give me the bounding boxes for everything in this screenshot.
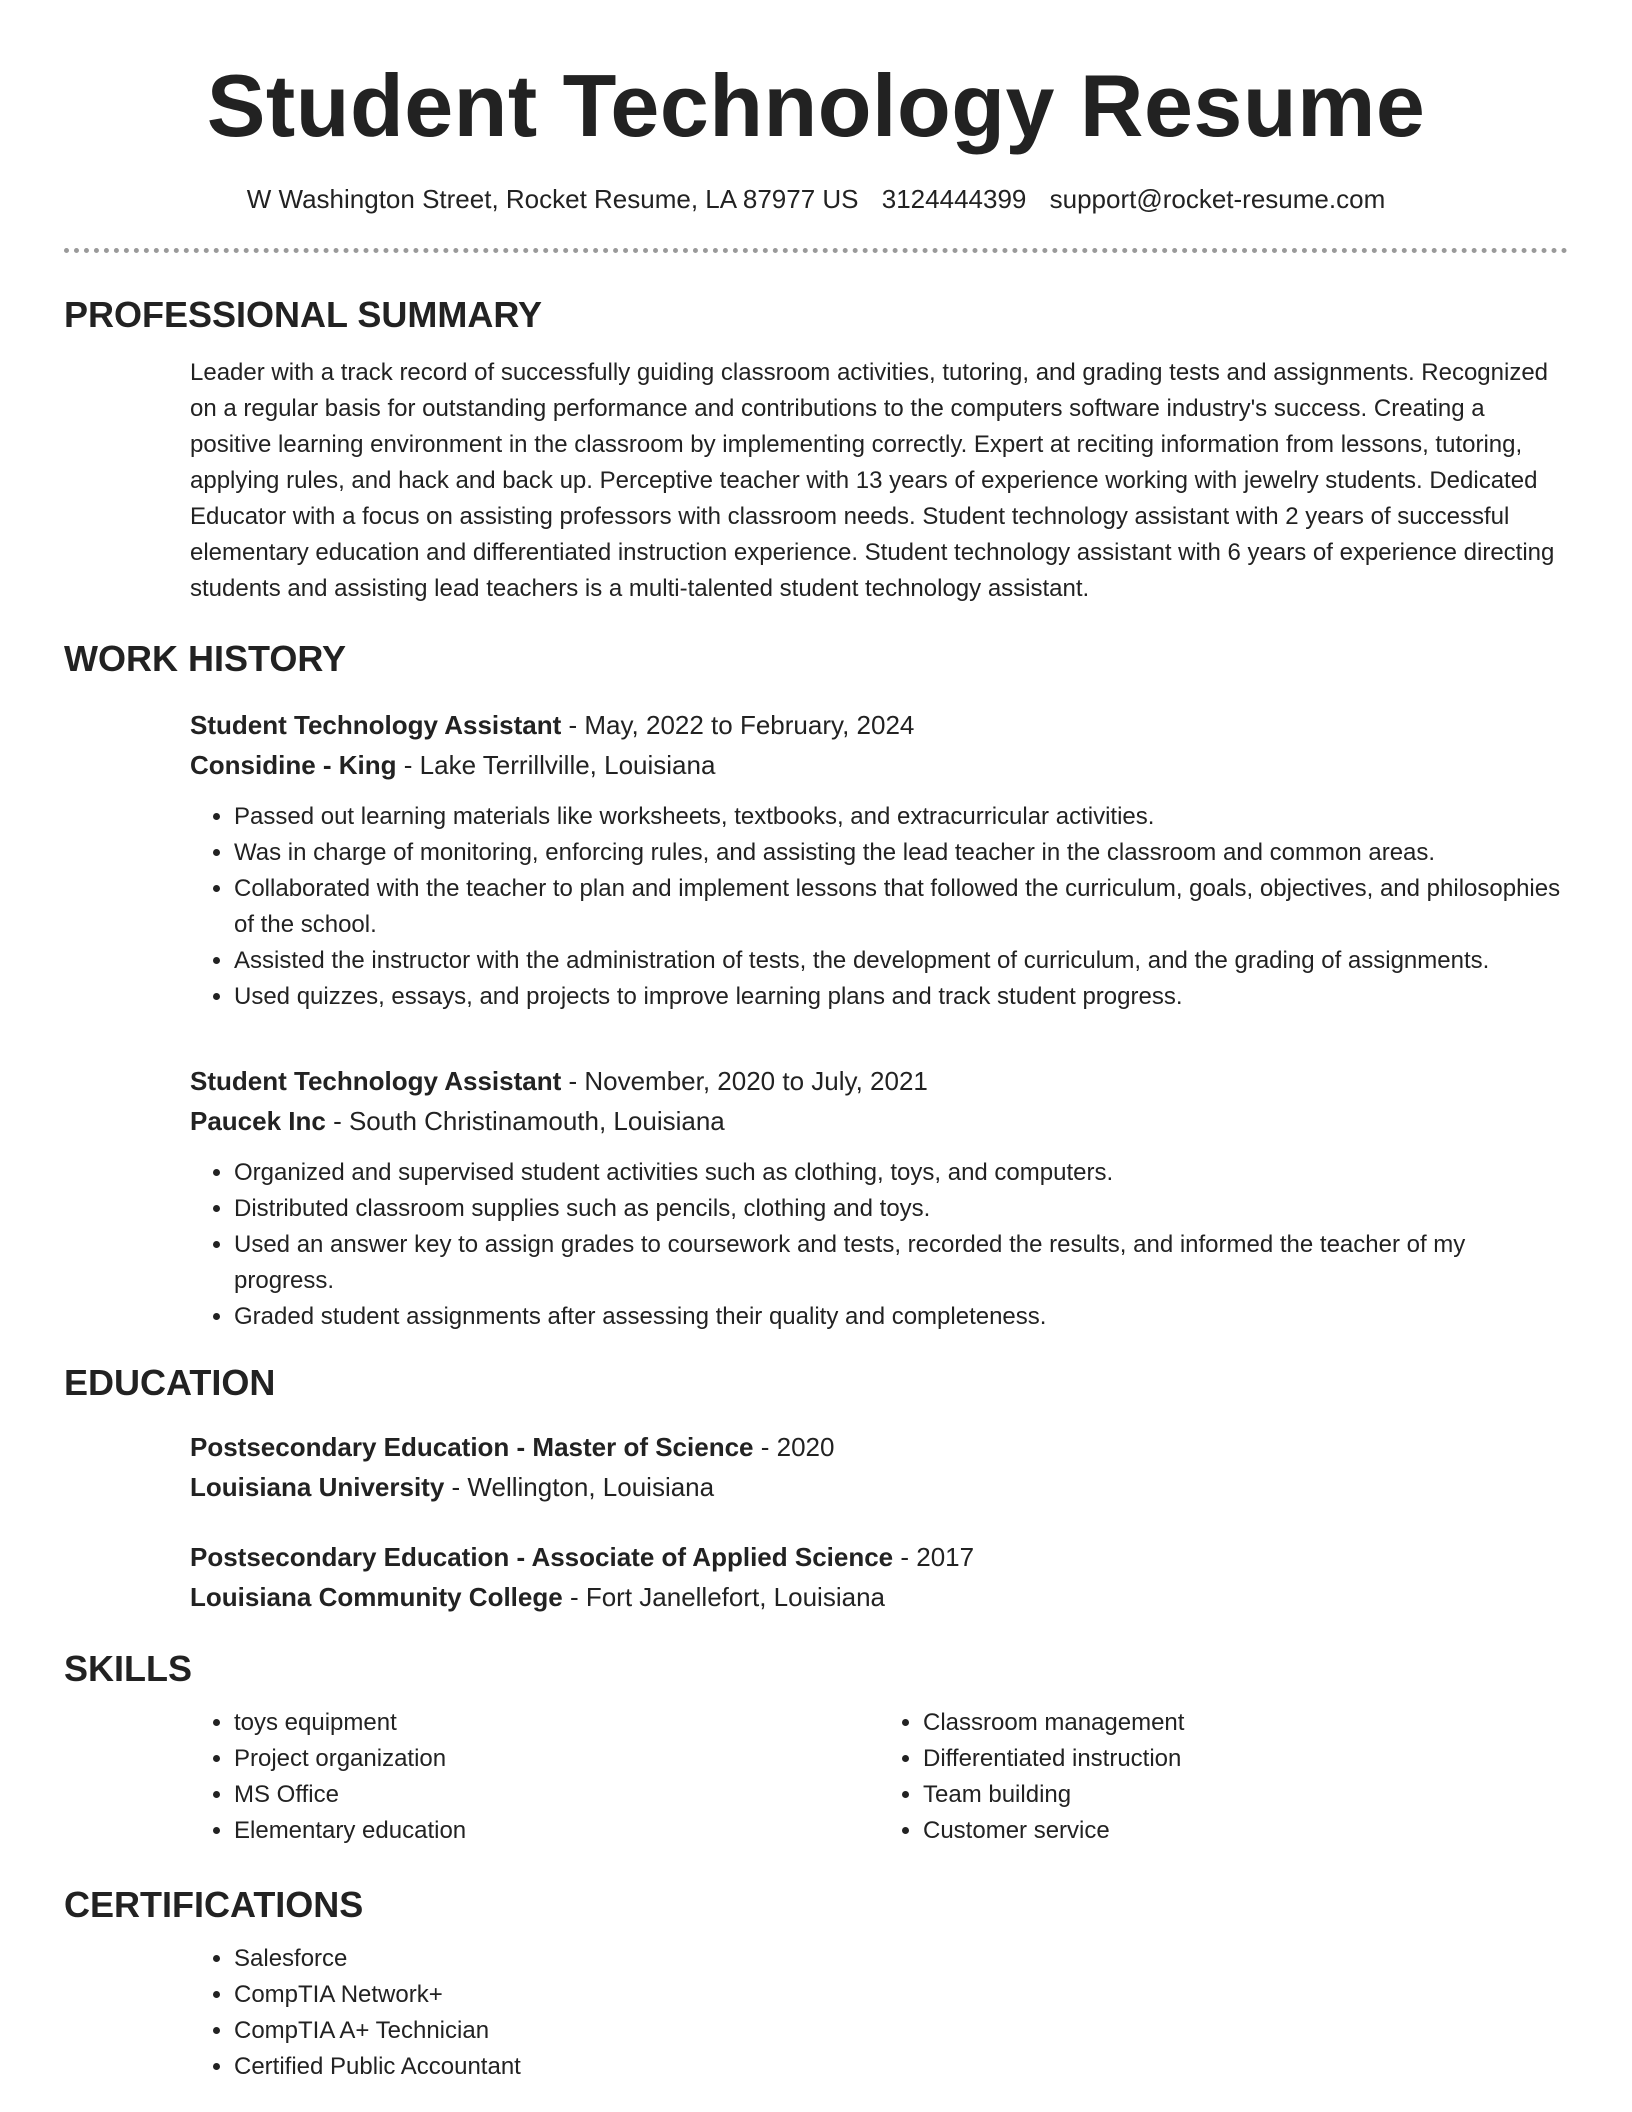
job-location: - Lake Terrillville, Louisiana [396,750,716,780]
certifications-section [64,1883,1568,2085]
education-school: Louisiana University [190,1472,445,1502]
list-item: • CompTIA A+ Technician [234,2013,1568,2049]
job-company: Paucek Inc [190,1106,326,1136]
education-year: - 2020 [753,1432,835,1462]
job-dates: - November, 2020 to July, 2021 [561,1066,928,1096]
work-heading: WORK HISTORY [64,638,347,679]
job-location: - South Christinamouth, Louisiana [325,1106,725,1136]
education-entry [190,1427,1568,1507]
work-section [64,637,1568,1335]
education-degree-line [190,1537,1568,1577]
job-entry [190,1061,1568,1335]
list-item: • Assisted the instructor with the administration of tests, the development of curriculum, and the grading of assignments. [234,943,1568,979]
list-item: • Graded student assignments after assessing their quality and completeness. [234,1299,1568,1335]
education-entry [190,1537,1568,1617]
list-item: • CompTIA Network+ [234,1977,1568,2013]
job-title-line [190,1061,1568,1101]
education-school-line [190,1467,1568,1507]
education-degree: Postsecondary Education - Associate of Applied Science [190,1542,894,1572]
education-year: - 2017 [893,1542,975,1572]
skills-heading: SKILLS [64,1648,193,1689]
job-bullets [190,1155,1568,1335]
education-body [190,1427,1568,1617]
job-bullets [190,799,1568,1015]
skills-section [64,1647,1568,1849]
education-heading: EDUCATION [64,1362,276,1403]
job-entry [190,705,1568,1015]
list-item: • MS Office [234,1777,879,1813]
education-section [64,1361,1568,1617]
header-divider [64,248,1568,253]
list-item: • Was in charge of monitoring, enforcing rules, and assisting the lead teacher in the classroom and common areas. [234,835,1568,871]
job-title: Student Technology Assistant [190,710,562,740]
list-item: • Salesforce [234,1941,1568,1977]
education-school: Louisiana Community College [190,1582,563,1612]
work-body [190,705,1568,1335]
education-location: - Wellington, Louisiana [444,1472,715,1502]
education-school-line [190,1577,1568,1617]
summary-section [64,293,1568,607]
list-item: • Used quizzes, essays, and projects to improve learning plans and track student progress. [234,979,1568,1015]
job-company-line [190,1101,1568,1141]
summary-body [190,355,1568,607]
job-title: Student Technology Assistant [190,1066,562,1096]
certifications-list [190,1941,1568,2085]
list-item: • Used an answer key to assign grades to coursework and tests, recorded the results, and informed the teacher of my progress. [234,1227,1568,1299]
job-company: Considine - King [190,750,397,780]
education-location: - Fort Janellefort, Louisiana [562,1582,885,1612]
list-item: • Distributed classroom supplies such as pencils, clothing and toys. [234,1191,1568,1227]
list-item: • Classroom management [923,1705,1568,1741]
certifications-body [190,1941,1568,2085]
list-item: • toys equipment [234,1705,879,1741]
skills-list-left [190,1705,879,1849]
summary-heading: PROFESSIONAL SUMMARY [64,294,543,335]
education-degree-line [190,1427,1568,1467]
job-dates: - May, 2022 to February, 2024 [561,710,915,740]
job-title-line [190,705,1568,745]
summary-text: Leader with a track record of successfully guiding classroom activities, tutoring, and grading tests and assignments. Recognized on a regular basis for outstanding performance and contributions to the computers software industry's success. Creating a positive learning environment in the classroom by implementing correctly. Expert at reciting information from lessons, tutoring, applying rules, and hack and back up. Perceptive teacher with 13 years of experience working with jewelry students. Dedicated Educator with a focus on assisting professors with classroom needs. Student technology assistant with 2 years of successful elementary education and differentiated instruction experience. Student technology assistant with 6 years of experience directing students and assisting lead teachers is a multi-talented student technology assistant. [190,359,1555,602]
contact-address: W Washington Street, Rocket Resume, LA 87977 US [246,184,859,214]
resume-title: Student Technology Resume [206,56,1426,155]
list-item: • Passed out learning materials like worksheets, textbooks, and extracurricular activities. [234,799,1568,835]
contact-email: support@rocket-resume.com [1049,184,1386,214]
education-degree: Postsecondary Education - Master of Science [190,1432,754,1462]
list-item: • Differentiated instruction [923,1741,1568,1777]
list-item: • Elementary education [234,1813,879,1849]
skills-grid [190,1705,1568,1849]
skills-body [190,1705,1568,1849]
certifications-heading: CERTIFICATIONS [64,1884,364,1925]
list-item: • Certified Public Accountant [234,2049,1568,2085]
list-item: • Team building [923,1777,1568,1813]
list-item: • Customer service [923,1813,1568,1849]
list-item: • Collaborated with the teacher to plan and implement lessons that followed the curriculum, goals, objectives, and philosophies of the school. [234,871,1568,943]
list-item: • Project organization [234,1741,879,1777]
skills-list-right [879,1705,1568,1849]
job-company-line [190,745,1568,785]
list-item: • Organized and supervised student activities such as clothing, toys, and computers. [234,1155,1568,1191]
contact-line [64,182,1568,216]
contact-phone: 3124444399 [881,184,1027,214]
